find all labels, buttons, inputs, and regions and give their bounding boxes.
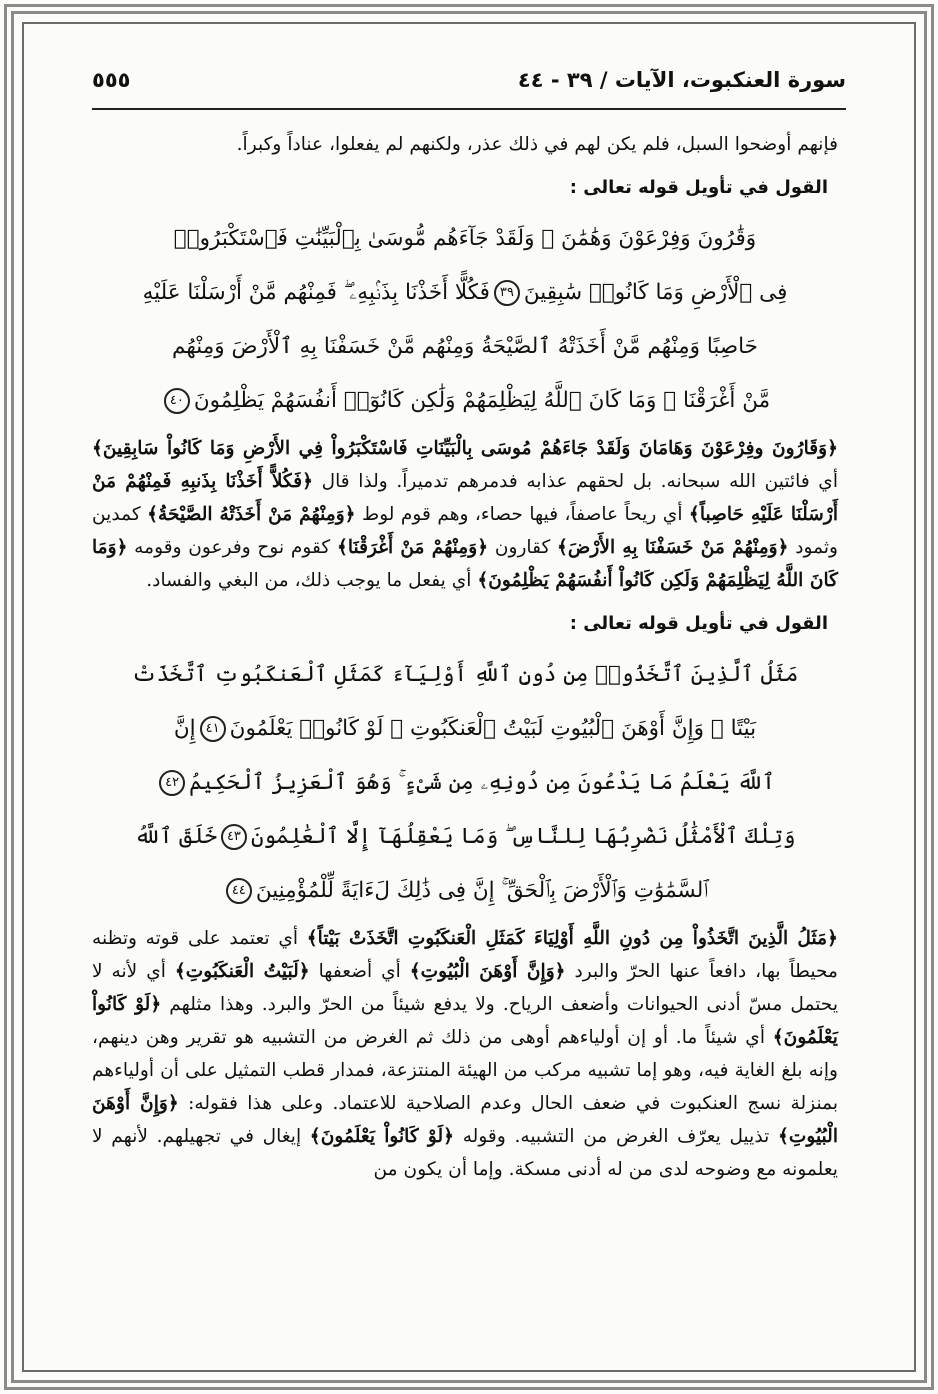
quote: ﴿وَقَارُونَ وفِرْعَوْنَ وَهَامَانَ وَلَقَدْ جَاءَهُمْ مُوسَى بِالْبَيِّنَاتِ فَاسْتَكْبَرُواْ فِي الأَرْضِ وَمَا كَانُواْ سَابِقِينَ﴾: [92, 438, 838, 459]
verse-line: [92, 266, 838, 320]
text: كقارون: [488, 537, 558, 558]
quote: ﴿وَمِنْهُمْ مَنْ أَغْرَقْنَا﴾: [336, 537, 489, 558]
verse-line: [92, 374, 838, 428]
verse-text: وَقَٰرُونَ وَفِرْعَوْنَ وَهَٰمَٰنَ ۖ وَلَقَدْ جَآءَهُم مُّوسَىٰ بِٱلْبَيِّنَٰتِ فَٱسْتَكْبَرُوا۟: [173, 226, 757, 251]
verse-line: [92, 756, 838, 810]
verse-line: [92, 320, 838, 374]
verse-text: بَيْتًا ۖ وَإِنَّ أَوْهَنَ ٱلْبُيُوتِ لَبَيْتُ ٱلْعَنكَبُوتِ ۖ لَوْ كَانُوا۟ يَعْلَمُونَ: [229, 716, 757, 741]
page-header: [92, 64, 846, 110]
section-heading: القول في تأويل قوله تعالى :: [569, 177, 828, 198]
text: أي تعتمد على قوته وتظنه محيطاً بها، دافعاً عنها الحرّ والبرد: [92, 928, 838, 982]
text: أي شيئاً ما. أو إن أولياءهم أوهى من ذلك ثم الغرض من التشبيه هو تقرير وهن دينهم، وإنه بلغ الغاية فيه، وهو إما تشبيه مركب من الهيئة المنتزعة، فمدار قطب التمثيل على أن أولياءهم بمنزلة نسج العنكبوت في ضعف الحال وعدم الصلاحية للاعتماد. وعلى هذا فقوله:: [92, 1027, 838, 1114]
section-heading: القول في تأويل قوله تعالى :: [569, 613, 828, 634]
quote: ﴿وَإِنَّ أَوْهَنَ الْبُيُوتِ﴾: [409, 961, 566, 982]
text: كمدين وثمود: [92, 504, 838, 558]
text: أي ريحاً عاصفاً، فيها حصاء، وهم قوم لوط: [355, 504, 689, 525]
text: إيغال في تجهيلهم. لأنهم لا يعلمونه مع وضوحه لدى من له أدنى مسكة. وإما أن يكون من: [92, 1126, 838, 1180]
quote: ﴿فَكُلاًّ أَخَذْنَا بِذَنبِهِ فَمِنْهُمْ مَنْ أَرْسَلْنَا عَلَيْهِ حَاصِباً﴾: [92, 471, 838, 525]
quote: ﴿وَمَا كَانَ اللَّهُ لِيَظْلِمَهُمْ وَلَكِن كَانُواْ أَنفُسَهُمْ يَظْلِمُونَ﴾: [92, 537, 838, 591]
verse-text: حَاصِبًا وَمِنْهُم مَّنْ أَخَذَتْهُ ٱلصَّيْحَةُ وَمِنْهُم مَّنْ خَسَفْنَا بِهِ ٱلْأَرْضَ وَمِنْهُم: [172, 334, 758, 359]
verse-line: [92, 864, 838, 918]
commentary-paragraph: [92, 922, 838, 1186]
verse-text: مَثَلُ ٱلَّذِينَ ٱتَّخَذُوا۟ مِن دُونِ ٱللَّهِ أَوْلِيَآءَ كَمَثَلِ ٱلْعَنكَبُوتِ ٱتَّخَذَتْ: [131, 662, 799, 687]
intro-paragraph: فإنهم أوضحوا السبل، فلم يكن لهم في ذلك عذر، ولكنهم لم يفعلوا، عناداً وكبراً.: [236, 134, 838, 155]
quote: ﴿لَبَيْتُ الْعَنكَبُوتِ﴾: [174, 961, 310, 982]
quote: ﴿وَمِنْهُمْ مَنْ أَخَذَتْهُ الصَّيْحَةُ﴾: [147, 504, 356, 525]
quote: ﴿وَمِنْهُمْ مَنْ خَسَفْنَا بِهِ الأَرْضَ﴾: [557, 537, 789, 558]
text: أي يفعل ما يوجب ذلك، من البغي والفساد.: [146, 570, 478, 591]
verse-text: مَّنْ أَغْرَقْنَا ۚ وَمَا كَانَ ٱللَّهُ لِيَظْلِمَهُمْ وَلَٰكِن كَانُوٓا۟ أَنفُسَهُمْ يَظْلِمُونَ: [193, 388, 771, 413]
verse-line: [92, 212, 838, 266]
ayah-number-badge: ٤٣: [221, 824, 247, 850]
verse-text: ٱلسَّمَٰوَٰتِ وَٱلْأَرْضَ بِٱلْحَقِّ ۚ إِنَّ فِى ذَٰلِكَ لَءَايَةً لِّلْمُؤْمِنِينَ: [255, 878, 709, 903]
verse-text: ٱللَّهَ يَعْلَمُ مَا يَدْعُونَ مِن دُونِهِۦ مِن شَىْءٍ ۚ وَهُوَ ٱلْعَزِيزُ ٱلْحَكِيمُ: [189, 770, 775, 795]
verse-text: إِنَّ: [173, 716, 196, 741]
text: تذييل يعرّف الغرض من التشبيه. وقوله: [454, 1126, 778, 1147]
page-content: [92, 128, 838, 1186]
text: كقوم نوح وفرعون وقومه: [127, 537, 337, 558]
verse-text: وَتِلْكَ ٱلْأَمْثَٰلُ نَضْرِبُهَا لِلنَّاسِ ۖ وَمَا يَعْقِلُهَآ إِلَّا ٱلْعَٰلِمُونَ: [250, 824, 796, 849]
quran-verse-block: [92, 212, 838, 432]
quote: ﴿وَإِنَّ أَوْهَنَ الْبُيُوتِ﴾: [92, 1093, 838, 1147]
ayah-number-badge: ٤٤: [226, 878, 252, 904]
verse-line: [92, 648, 838, 702]
commentary-paragraph: [92, 432, 838, 597]
quote: ﴿لَوْ كَانُواْ يَعْلَمُونَ﴾: [309, 1126, 455, 1147]
ayah-number-badge: ٤٢: [159, 770, 185, 796]
ayah-number-badge: ٤٠: [164, 388, 190, 414]
quran-verse-block: [92, 648, 838, 922]
quote: ﴿لَوْ كَانُواْ يَعْلَمُونَ﴾: [92, 994, 838, 1048]
verse-line: [92, 702, 838, 756]
verse-line: [92, 810, 838, 864]
verse-text: خَلَقَ ٱللَّهُ: [134, 824, 217, 849]
text: أي أضعفها: [309, 961, 410, 982]
quote: ﴿مَثَلُ الَّذِينَ اتَّخَذُواْ مِن دُونِ اللَّهِ أَوْلِيَاءَ كَمَثَلِ الْعَنكَبُوتِ اتَّخَذَتْ بَيْتاً﴾: [306, 928, 838, 949]
surah-title: سورة العنكبوت، الآيات / ٣٩ - ٤٤: [517, 68, 846, 92]
verse-text: فَكُلًّا أَخَذْنَا بِذَنۢبِهِۦ ۖ فَمِنْهُم مَّنْ أَرْسَلْنَا عَلَيْهِ: [142, 280, 490, 305]
ayah-number-badge: ٣٩: [494, 280, 520, 306]
text: أي فائتين الله سبحانه. بل لحقهم عذابه فدمرهم تدميراً. ولذا قال: [312, 471, 839, 492]
text: أي لأنه لا يحتمل مسّ أدنى الحيوانات وأضعف الرياح. ولا يدفع شيئاً من الحرّ والبرد. وهذا مثلهم: [92, 961, 838, 1015]
ayah-number-badge: ٤١: [200, 716, 226, 742]
verse-text: فِى ٱلْأَرْضِ وَمَا كَانُوا۟ سَٰبِقِينَ: [523, 280, 788, 305]
page-number: ٥٥٥: [92, 68, 131, 92]
